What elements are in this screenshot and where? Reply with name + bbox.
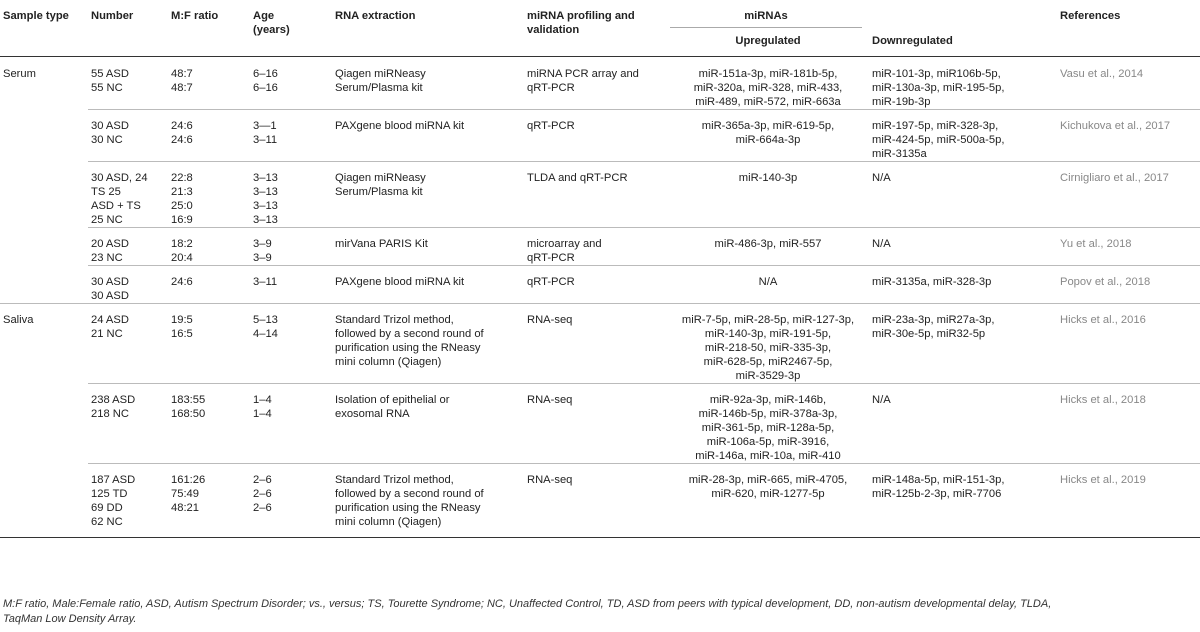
- cell-downregulated: [869, 266, 1057, 304]
- header-upregulated: Upregulated: [735, 35, 801, 47]
- cell-mf-ratio-line: 19:5: [171, 314, 193, 326]
- cell-rna-extraction-line: followed by a second round of: [335, 488, 484, 500]
- cell-age-line: 4–14: [253, 328, 278, 340]
- cell-profiling: [524, 384, 667, 464]
- cell-profiling: [524, 57, 667, 110]
- cell-number-line: 30 ASD: [91, 120, 129, 132]
- cell-upregulated-line: miR-3529-3p: [735, 370, 801, 382]
- cell-age-line: 3–9: [253, 238, 272, 250]
- cell-upregulated-line: miR-218-50, miR-335-3p,: [704, 342, 832, 354]
- cell-mf-ratio-line: 48:7: [171, 68, 193, 80]
- header-number: Number: [91, 10, 134, 22]
- cell-profiling-line: RNA-seq: [527, 314, 573, 326]
- table-footnote: [3, 597, 1193, 627]
- header-profiling: [524, 3, 667, 57]
- cell-number-line: 69 DD: [91, 502, 123, 514]
- header-spacer: [869, 3, 1057, 28]
- cell-profiling-line: miRNA PCR array and: [527, 68, 639, 80]
- cell-downregulated: [869, 162, 1057, 228]
- cell-rna-extraction-line: Qiagen miRNeasy: [335, 172, 426, 184]
- cell-number-line: 55 ASD: [91, 68, 129, 80]
- cell-mf-ratio-line: 25:0: [171, 200, 193, 212]
- cell-upregulated: [667, 57, 869, 110]
- table-row: [0, 464, 1200, 538]
- cell-downregulated-line: miR-130a-3p, miR-195-5p,: [872, 82, 1005, 94]
- table-row: [0, 110, 1200, 162]
- cell-mf-ratio-line: 48:21: [171, 502, 199, 514]
- cell-downregulated-line: miR-3135a: [872, 148, 927, 160]
- cell-profiling: [524, 110, 667, 162]
- cell-sample-type: [0, 384, 88, 464]
- cell-profiling-line: RNA-seq: [527, 474, 573, 486]
- cell-number: [88, 228, 168, 266]
- cell-number-line: 55 NC: [91, 82, 123, 94]
- cell-mf-ratio-line: 24:6: [171, 134, 193, 146]
- cell-number-line: 187 ASD: [91, 474, 136, 486]
- cell-number-line: 125 TD: [91, 488, 128, 500]
- cell-rna-extraction-line: purification using the RNeasy: [335, 502, 481, 514]
- cell-rna-extraction: [332, 162, 524, 228]
- cell-number-line: ASD + TS: [91, 200, 141, 212]
- cell-upregulated: [667, 464, 869, 538]
- cell-reference: Hicks et al., 2019: [1057, 464, 1200, 538]
- cell-profiling-line: qRT-PCR: [527, 120, 575, 132]
- cell-upregulated: [667, 304, 869, 384]
- cell-reference: Kichukova et al., 2017: [1057, 110, 1200, 162]
- cell-number-line: 30 ASD: [91, 276, 129, 288]
- cell-profiling: [524, 464, 667, 538]
- cell-rna-extraction-line: Qiagen miRNeasy: [335, 68, 426, 80]
- cell-upregulated-line: miR-140-3p, miR-191-5p,: [704, 328, 832, 340]
- cell-age-line: 3–11: [253, 134, 278, 146]
- cell-downregulated: [869, 228, 1057, 266]
- table-row: [0, 162, 1200, 228]
- table-row: [0, 304, 1200, 384]
- cell-profiling: [524, 266, 667, 304]
- cell-sample-type: [0, 110, 88, 162]
- cell-number-line: 30 ASD: [91, 290, 129, 302]
- cell-age: [250, 266, 332, 304]
- cell-rna-extraction: [332, 57, 524, 110]
- cell-number: [88, 110, 168, 162]
- cell-profiling-line: microarray and: [527, 238, 602, 250]
- cell-rna-extraction-line: Standard Trizol method,: [335, 314, 454, 326]
- cell-profiling-line: RNA-seq: [527, 394, 573, 406]
- cell-upregulated: [667, 384, 869, 464]
- cell-age-line: 3–11: [253, 276, 278, 288]
- cell-mf-ratio-line: 168:50: [171, 408, 206, 420]
- cell-upregulated-line: miR-146a, miR-10a, miR-410: [695, 450, 841, 462]
- cell-number-line: TS 25: [91, 186, 121, 198]
- cell-age-line: 6–16: [253, 68, 278, 80]
- cell-number: [88, 57, 168, 110]
- cell-mf-ratio-line: 75:49: [171, 488, 199, 500]
- cell-mf-ratio-line: 21:3: [171, 186, 193, 198]
- cell-rna-extraction-line: mirVana PARIS Kit: [335, 238, 428, 250]
- cell-age: [250, 464, 332, 538]
- cell-number-line: 218 NC: [91, 408, 129, 420]
- cell-number-line: 25 NC: [91, 214, 123, 226]
- cell-age: [250, 304, 332, 384]
- cell-sample-type: [0, 464, 88, 538]
- header-sample-type: Sample type: [3, 10, 69, 22]
- cell-number: [88, 384, 168, 464]
- cell-downregulated: [869, 110, 1057, 162]
- cell-rna-extraction-line: PAXgene blood miRNA kit: [335, 276, 465, 288]
- cell-mf-ratio-line: 183:55: [171, 394, 206, 406]
- cell-number-line: 20 ASD: [91, 238, 129, 250]
- cell-upregulated: [667, 266, 869, 304]
- cell-upregulated-line: miR-628-5p, miR2467-5p,: [703, 356, 833, 368]
- cell-profiling-line: qRT-PCR: [527, 82, 575, 94]
- header-line: Age: [253, 10, 275, 22]
- cell-number: [88, 304, 168, 384]
- cell-upregulated-line: miR-140-3p: [738, 172, 798, 184]
- cell-age-line: 3–13: [253, 214, 278, 226]
- cell-mf-ratio-line: 22:8: [171, 172, 193, 184]
- cell-rna-extraction: [332, 384, 524, 464]
- cell-number: [88, 266, 168, 304]
- cell-rna-extraction-line: Isolation of epithelial or: [335, 394, 450, 406]
- mirna-studies-table: [0, 3, 1200, 538]
- header-downregulated: Downregulated: [872, 35, 953, 47]
- cell-rna-extraction-line: PAXgene blood miRNA kit: [335, 120, 465, 132]
- cell-mf-ratio-line: 161:26: [171, 474, 206, 486]
- cell-downregulated-line: N/A: [872, 394, 891, 406]
- cell-rna-extraction-line: Standard Trizol method,: [335, 474, 454, 486]
- cell-upregulated-line: miR-92a-3p, miR-146b,: [709, 394, 827, 406]
- cell-upregulated-line: miR-7-5p, miR-28-5p, miR-127-3p,: [681, 314, 855, 326]
- header-references: References: [1060, 10, 1121, 22]
- cell-number-line: 30 ASD, 24: [91, 172, 148, 184]
- cell-mf-ratio: [168, 304, 250, 384]
- cell-age: [250, 384, 332, 464]
- cell-profiling: [524, 228, 667, 266]
- cell-number-line: 21 NC: [91, 328, 123, 340]
- cell-upregulated-line: miR-320a, miR-328, miR-433,: [693, 82, 843, 94]
- cell-downregulated-line: miR-197-5p, miR-328-3p,: [872, 120, 999, 132]
- cell-upregulated-line: miR-489, miR-572, miR-663a: [695, 96, 841, 108]
- cell-upregulated-line: miR-361-5p, miR-128a-5p,: [701, 422, 835, 434]
- cell-number-line: 30 NC: [91, 134, 123, 146]
- cell-downregulated-line: miR-23a-3p, miR27a-3p,: [872, 314, 995, 326]
- cell-mf-ratio: [168, 464, 250, 538]
- cell-mf-ratio-line: 16:9: [171, 214, 193, 226]
- cell-downregulated-line: miR-30e-5p, miR32-5p: [872, 328, 986, 340]
- cell-upregulated-line: N/A: [758, 276, 778, 288]
- cell-rna-extraction-line: Serum/Plasma kit: [335, 186, 423, 198]
- cell-downregulated-line: miR-3135a, miR-328-3p: [872, 276, 992, 288]
- cell-profiling-line: qRT-PCR: [527, 276, 575, 288]
- cell-downregulated-line: N/A: [872, 238, 891, 250]
- cell-mf-ratio: [168, 384, 250, 464]
- cell-upregulated-line: miR-620, miR-1277-5p: [711, 488, 825, 500]
- cell-profiling: [524, 304, 667, 384]
- cell-downregulated: [869, 304, 1057, 384]
- cell-upregulated-line: miR-365a-3p, miR-619-5p,: [701, 120, 835, 132]
- cell-downregulated: [869, 384, 1057, 464]
- cell-rna-extraction: [332, 110, 524, 162]
- footnote-line-2: TaqMan Low Density Array.: [3, 613, 137, 625]
- cell-downregulated-line: miR-125b-2-3p, miR-7706: [872, 488, 1002, 500]
- cell-reference: Cirnigliaro et al., 2017: [1057, 162, 1200, 228]
- cell-rna-extraction-line: followed by a second round of: [335, 328, 484, 340]
- cell-upregulated: [667, 162, 869, 228]
- cell-upregulated-line: miR-151a-3p, miR-181b-5p,: [698, 68, 838, 80]
- cell-downregulated-line: miR-148a-5p, miR-151-3p,: [872, 474, 1005, 486]
- cell-sample-type: [0, 266, 88, 304]
- cell-number-line: 62 NC: [91, 516, 123, 528]
- cell-mf-ratio: [168, 266, 250, 304]
- cell-rna-extraction-line: purification using the RNeasy: [335, 342, 481, 354]
- cell-upregulated-line: miR-146b-5p, miR-378a-3p,: [698, 408, 838, 420]
- cell-age-line: 3—1: [253, 120, 277, 132]
- table-row: [0, 384, 1200, 464]
- cell-age: [250, 110, 332, 162]
- cell-number-line: 24 ASD: [91, 314, 129, 326]
- cell-upregulated-line: miR-486-3p, miR-557: [714, 238, 822, 250]
- cell-sample-type: Saliva: [0, 304, 88, 384]
- cell-age: [250, 228, 332, 266]
- cell-downregulated-line: N/A: [872, 172, 891, 184]
- cell-age-line: 5–13: [253, 314, 278, 326]
- cell-reference: Popov et al., 2018: [1057, 266, 1200, 304]
- cell-reference: Hicks et al., 2016: [1057, 304, 1200, 384]
- header-rna-extraction: RNA extraction: [335, 10, 416, 22]
- table-row: [0, 57, 1200, 110]
- cell-upregulated-line: miR-28-3p, miR-665, miR-4705,: [688, 474, 848, 486]
- table-header: [0, 3, 1200, 57]
- cell-age-line: 3–13: [253, 186, 278, 198]
- cell-number-line: 238 ASD: [91, 394, 136, 406]
- cell-mf-ratio-line: 48:7: [171, 82, 193, 94]
- cell-profiling-line: TLDA and qRT-PCR: [527, 172, 628, 184]
- cell-age-line: 3–9: [253, 252, 272, 264]
- header-line: (years): [253, 24, 290, 36]
- cell-age: [250, 162, 332, 228]
- cell-number: [88, 162, 168, 228]
- cell-age-line: 3–13: [253, 172, 278, 184]
- cell-number: [88, 464, 168, 538]
- cell-age-line: 6–16: [253, 82, 278, 94]
- header-mf-ratio: M:F ratio: [171, 10, 219, 22]
- cell-upregulated: [667, 110, 869, 162]
- cell-upregulated-line: miR-106a-5p, miR-3916,: [706, 436, 830, 448]
- cell-reference: Vasu et al., 2014: [1060, 68, 1144, 80]
- cell-downregulated-line: miR-424-5p, miR-500a-5p,: [872, 134, 1005, 146]
- header-mirnas-label: miRNAs: [670, 9, 862, 28]
- cell-age-line: 2–6: [253, 474, 272, 486]
- cell-sample-type: [0, 228, 88, 266]
- cell-mf-ratio-line: 16:5: [171, 328, 193, 340]
- cell-downregulated-line: miR-101-3p, miR106b-5p,: [872, 68, 1001, 80]
- header-age: [250, 3, 332, 57]
- table-body: [0, 57, 1200, 538]
- cell-age-line: 2–6: [253, 502, 272, 514]
- cell-mf-ratio-line: 18:2: [171, 238, 193, 250]
- cell-rna-extraction-line: exosomal RNA: [335, 408, 410, 420]
- cell-rna-extraction: [332, 266, 524, 304]
- cell-mf-ratio: [168, 228, 250, 266]
- cell-rna-extraction: [332, 304, 524, 384]
- footnote-line-1: M:F ratio, Male:Female ratio, ASD, Autism Spectrum Disorder; vs., versus; TS, Tourette Syndrome; NC, Unaffected Control, TD, ASD from peers with typical development, DD, non-autism developmental delay, TLDA,: [3, 598, 1052, 610]
- cell-rna-extraction: [332, 464, 524, 538]
- cell-age: [250, 57, 332, 110]
- cell-mf-ratio-line: 20:4: [171, 252, 193, 264]
- cell-age-line: 3–13: [253, 200, 278, 212]
- table-row: [0, 266, 1200, 304]
- cell-downregulated: [869, 57, 1057, 110]
- cell-rna-extraction-line: mini column (Qiagen): [335, 356, 442, 368]
- cell-upregulated: [667, 228, 869, 266]
- cell-upregulated-line: miR-664a-3p: [735, 134, 801, 146]
- cell-age-line: 1–4: [253, 394, 272, 406]
- cell-mf-ratio: [168, 110, 250, 162]
- cell-downregulated: [869, 464, 1057, 538]
- cell-sample-type: [0, 162, 88, 228]
- cell-rna-extraction: [332, 228, 524, 266]
- cell-mf-ratio-line: 24:6: [171, 120, 193, 132]
- cell-downregulated-line: miR-19b-3p: [872, 96, 931, 108]
- cell-age-line: 2–6: [253, 488, 272, 500]
- table-row: [0, 228, 1200, 266]
- cell-mf-ratio-line: 24:6: [171, 276, 193, 288]
- cell-number-line: 23 NC: [91, 252, 123, 264]
- cell-mf-ratio: [168, 57, 250, 110]
- cell-profiling: [524, 162, 667, 228]
- cell-mf-ratio: [168, 162, 250, 228]
- cell-reference: Hicks et al., 2018: [1057, 384, 1200, 464]
- cell-profiling-line: qRT-PCR: [527, 252, 575, 264]
- header-line: validation: [527, 24, 580, 36]
- header-line: miRNA profiling and: [527, 10, 635, 22]
- header-mirnas: [667, 3, 869, 28]
- cell-reference: Yu et al., 2018: [1057, 228, 1200, 266]
- cell-rna-extraction-line: Serum/Plasma kit: [335, 82, 423, 94]
- cell-sample-type: Serum: [3, 68, 36, 80]
- cell-rna-extraction-line: mini column (Qiagen): [335, 516, 442, 528]
- cell-age-line: 1–4: [253, 408, 272, 420]
